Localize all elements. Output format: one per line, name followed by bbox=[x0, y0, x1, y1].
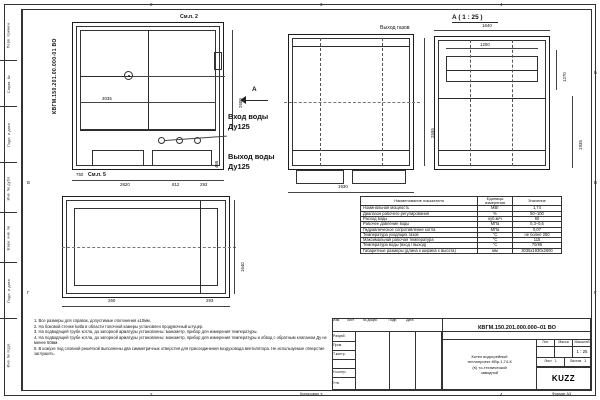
spec-cell-name: Рабочее давление воды bbox=[361, 222, 478, 227]
spec-cell-unit: % bbox=[478, 211, 513, 216]
spec-cell-value: 115 bbox=[513, 238, 562, 243]
stamp-row-prov: Пров. bbox=[332, 342, 356, 351]
detail-a-window bbox=[446, 56, 538, 82]
spec-cell-unit: °C bbox=[478, 238, 513, 243]
stamp-col-podp: Подп. bbox=[388, 318, 398, 322]
label-water-in-dn: Ду125 bbox=[228, 122, 250, 131]
strip-cell-4: Взам. инв. № bbox=[0, 213, 17, 263]
drawing-designation-vertical: КВГМ.150.201.00.000-01 ВО bbox=[52, 38, 58, 114]
stamp-sign-col bbox=[390, 332, 416, 390]
stamp-mass-header: Масса bbox=[554, 340, 572, 347]
spec-cell-name: Температура воды (вход / выход) bbox=[361, 243, 478, 248]
main-view-flange bbox=[214, 52, 222, 70]
spec-cell-unit: °C bbox=[478, 243, 513, 248]
dim-plan-w: 1640 bbox=[240, 262, 245, 272]
label-see-p2: См.п. 2 bbox=[180, 14, 198, 20]
dim-main-b1: 750 bbox=[76, 172, 84, 177]
spec-cell-unit: мм bbox=[478, 248, 513, 253]
stamp-sheets-value: 1 bbox=[584, 359, 587, 364]
stamp-lit-value bbox=[536, 347, 554, 358]
dim-line-plan-bottom bbox=[62, 306, 230, 307]
stamp-col-doc: № докум. bbox=[363, 318, 378, 322]
spec-cell-value: 60 bbox=[513, 216, 562, 221]
spec-cell-unit: °C bbox=[478, 232, 513, 237]
company-logo bbox=[536, 367, 591, 390]
edge-number-bot-4: 4 bbox=[500, 392, 503, 397]
label-see-p5: См.п. 5 bbox=[88, 172, 106, 178]
leader-water-in bbox=[133, 76, 225, 77]
main-view-nozzle-circle-2 bbox=[158, 137, 165, 144]
dim-front-b: 1930 bbox=[338, 184, 348, 189]
stamp-sheets-label bbox=[564, 358, 591, 367]
stamp-sheet-label bbox=[536, 358, 564, 367]
detail-a-line-2 bbox=[438, 150, 546, 151]
spec-cell-name: Температура уходящих газов bbox=[361, 232, 478, 237]
stamp-col-list: Лист bbox=[347, 318, 355, 322]
detail-a-dash-1 bbox=[470, 40, 471, 166]
stamp-row-utv: Утв. bbox=[332, 378, 356, 390]
spec-cell-name: Расход воды bbox=[361, 216, 478, 221]
stamp-lit-header: Лит. bbox=[536, 340, 554, 347]
spec-table bbox=[360, 196, 562, 254]
stamp-mass-value bbox=[554, 347, 572, 358]
label-water-in: Вход воды bbox=[228, 112, 269, 121]
dim-line-front-h bbox=[424, 38, 425, 166]
main-view-base-left bbox=[92, 150, 144, 166]
dim-line-plan-w bbox=[234, 200, 235, 294]
section-arrow-head bbox=[240, 96, 246, 104]
dim-line-detail-w bbox=[434, 30, 550, 31]
spec-cell-unit: куб.м/ч bbox=[478, 216, 513, 221]
stamp-row-razrab: Разраб. bbox=[332, 332, 356, 342]
front-view-centerline bbox=[284, 102, 420, 103]
spec-cell-name: Номинальная мощность bbox=[361, 206, 478, 211]
spec-cell-name: Максимальная рабочая температура bbox=[361, 238, 478, 243]
product-line-4: заводной bbox=[480, 369, 499, 375]
spec-cell-value: 3035х1930х2600 bbox=[513, 248, 562, 253]
dim-detail-inner: 1200 bbox=[480, 42, 490, 47]
strip-cell-3: Инв. № дубл. bbox=[0, 163, 17, 213]
front-view-line-top bbox=[292, 46, 410, 47]
spec-cell-name: Диапазон рабочего регулирования bbox=[361, 211, 478, 216]
section-arrow-letter-a: А bbox=[252, 86, 257, 93]
front-view-base-right bbox=[352, 170, 406, 184]
detail-a-dash-2 bbox=[512, 40, 513, 166]
main-view-vline bbox=[148, 30, 149, 130]
dim-main-len: 3035 bbox=[102, 96, 112, 101]
notes-block bbox=[34, 318, 334, 357]
note-1: 1. Все размеры для справок, допустимые отклонения ±10мм. bbox=[34, 318, 151, 323]
spec-cell-value: 0,07 bbox=[513, 227, 562, 232]
spec-cell-unit: МПа bbox=[478, 227, 513, 232]
dim-main-small: 465 bbox=[214, 160, 219, 168]
dim-line-detail-h1 bbox=[556, 50, 557, 90]
dim-plan-b2: 293 bbox=[206, 298, 214, 303]
dim-detail-h2: 1935 bbox=[578, 140, 583, 150]
stamp-date-col bbox=[416, 332, 442, 390]
spec-cell-value: 50–100 bbox=[513, 211, 562, 216]
main-view-baseline bbox=[80, 130, 216, 131]
dim-line-detail-inner bbox=[446, 48, 538, 49]
note-5: 5. В кожухе под словной решёткой выполнены два симметричных отверстия для присоединения воздуховода вентилятора. Не используемое отверстие заглушить. bbox=[34, 346, 325, 357]
stamp-sheet-value: 1 bbox=[554, 359, 557, 364]
stamp-row-blank bbox=[332, 360, 356, 369]
detail-a-title: А ( 1 : 25 ) bbox=[452, 14, 483, 21]
company-logo-text: KUZZ bbox=[551, 374, 576, 383]
spec-cell-value: 1,74 bbox=[513, 206, 562, 211]
stamp-sheets-label-text: Листов bbox=[569, 359, 582, 364]
note-3: 3. На подводящей трубе котла, до запорной арматуры установлены: манометр, прибор для измерения температуры. bbox=[34, 329, 258, 335]
spec-header-1: Единицы измерения bbox=[478, 197, 513, 206]
edge-number-top-2: 2 bbox=[150, 2, 153, 7]
product-line-3: (К) то-технический bbox=[472, 364, 507, 370]
edge-number-top-4: 4 bbox=[500, 2, 503, 7]
strip-cell-1: Справ. № bbox=[0, 61, 17, 107]
main-view-base-right bbox=[152, 150, 212, 166]
dim-front-h: 2595 bbox=[430, 128, 435, 138]
edge-number-top-3: 3 bbox=[320, 2, 323, 7]
footer-format-label: Формат A3 bbox=[552, 392, 572, 396]
dim-line-front-b bbox=[288, 192, 414, 193]
stamp-drawing-number: КВГМ.150.201.000.000–01 ВО bbox=[442, 318, 591, 340]
main-view-nozzle-dot-1 bbox=[128, 75, 130, 77]
stamp-col-headers bbox=[332, 318, 442, 332]
strip-cell-2: Подп. и дата bbox=[0, 107, 17, 163]
stamp-row-nkontr: Н.контр. bbox=[332, 369, 356, 378]
front-view-line-bottom bbox=[292, 150, 410, 151]
label-water-out-dn: Ду125 bbox=[228, 162, 250, 171]
note-2: 2. На боковой стенке køtla в области топочной камеры установлен продувочный штуцер. bbox=[34, 323, 204, 329]
edge-letter-V: В bbox=[594, 180, 598, 185]
label-gas-outlet-front: Выход газов bbox=[380, 25, 410, 31]
stamp-scale-header: Масштаб bbox=[572, 340, 591, 347]
stamp-sheet-label-text: Лист bbox=[544, 359, 552, 364]
dim-detail-w: 1640 bbox=[482, 23, 492, 28]
dim-main-b4: 293 bbox=[200, 182, 208, 187]
stamp-row-tkontr: Т.контр. bbox=[332, 351, 356, 360]
stamp-name-col bbox=[356, 332, 390, 390]
spec-cell-name: Габаритные размеры (длина х ширина х высота) bbox=[361, 248, 478, 253]
plan-view-vline bbox=[200, 200, 201, 294]
product-line-2: теплопроект-КВр-1,74-К bbox=[467, 359, 512, 365]
spec-cell-name: Гидравлическое сопротивление котла bbox=[361, 227, 478, 232]
edge-letter-G: Г bbox=[594, 290, 597, 295]
label-water-out: Выход воды bbox=[228, 152, 275, 161]
dim-line-main-base bbox=[72, 180, 224, 181]
edge-letter-left-G: Г bbox=[27, 290, 30, 295]
dim-detail-h1: 1270 bbox=[562, 72, 567, 82]
product-line-1: Котел водогрейный bbox=[471, 353, 508, 359]
strip-cell-6: Инв. № подл. bbox=[6, 342, 11, 368]
table-row bbox=[361, 248, 562, 253]
edge-letter-left-V: В bbox=[27, 180, 31, 185]
front-view-dash-2 bbox=[382, 38, 383, 166]
dim-main-b2: 2820 bbox=[120, 182, 130, 187]
spec-header-2: Значение bbox=[513, 197, 562, 206]
front-view-dash-1 bbox=[320, 38, 321, 166]
stamp-product-name bbox=[442, 340, 536, 390]
spec-cell-value: 70/95 bbox=[513, 243, 562, 248]
detail-a-line-1 bbox=[438, 98, 546, 99]
footer-copy-label: Копировал bbox=[300, 392, 320, 396]
spec-cell-value: не более 250 bbox=[513, 232, 562, 237]
spec-cell-value: 0,3–0,6 bbox=[513, 222, 562, 227]
detail-a-window-mid bbox=[446, 70, 538, 71]
dim-plan-b1: 260 bbox=[108, 298, 116, 303]
strip-cell-5: Подп. и дата bbox=[0, 263, 17, 319]
strip-cell-0: Перв. примен. bbox=[0, 9, 17, 61]
plan-view-centerline bbox=[62, 247, 236, 248]
edge-letter-B: Б bbox=[594, 70, 597, 75]
dim-line-detail-h2 bbox=[572, 96, 573, 168]
spec-header-0: Наименование показателя bbox=[361, 197, 478, 206]
stamp-scale-value: 1 : 25 bbox=[572, 347, 591, 358]
stamp-col-data: Дата bbox=[406, 318, 414, 322]
dim-main-h: 2600 bbox=[238, 98, 243, 108]
spec-cell-unit: МПа bbox=[478, 222, 513, 227]
stamp-col-izm: Изм. bbox=[333, 318, 341, 322]
front-view-base-left bbox=[296, 170, 344, 184]
section-arrow-line bbox=[244, 100, 268, 101]
edge-number-bot-3: 3 bbox=[320, 392, 323, 397]
note-4: 4. На подводящей трубе котла, до запорной арматуры установлены: манометр, прибор для измерения температуры и обвод с обратным клапаном Ду не менее 50мм. bbox=[34, 335, 327, 346]
edge-number-bot-2: 2 bbox=[150, 392, 153, 397]
dim-main-b3: 812 bbox=[172, 182, 180, 187]
spec-cell-unit: МВт bbox=[478, 206, 513, 211]
dim-line-main-len bbox=[80, 102, 216, 103]
